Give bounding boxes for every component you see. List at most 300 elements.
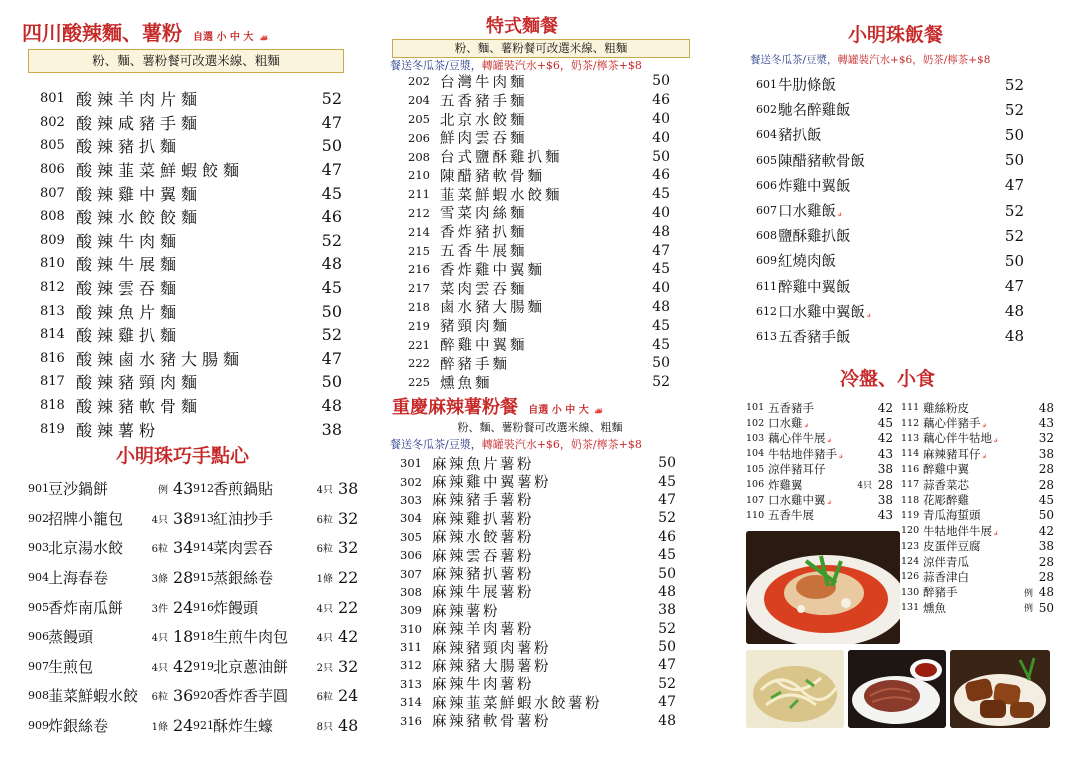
item-name <box>778 124 994 145</box>
item-code: 905 <box>28 600 49 614</box>
item-name <box>48 508 142 529</box>
menu-item <box>400 454 676 472</box>
menu-item <box>408 298 670 317</box>
item-name-text: 牛肋條飯 <box>778 78 836 95</box>
item-price: 38 <box>877 462 894 477</box>
item-name-text: 酸辣咸豬手麵 <box>76 113 203 133</box>
item-code: 919 <box>193 659 214 673</box>
item-code: 805 <box>40 138 65 154</box>
item-code: 301 <box>400 456 422 471</box>
item-name-text: 豬扒飯 <box>778 128 822 145</box>
item-code: 126 <box>901 571 920 583</box>
menu-item <box>408 316 670 335</box>
item-name-text: 麻辣雞扒薯粉 <box>432 511 534 528</box>
item-price: 28 <box>1038 554 1054 569</box>
item-code: 817 <box>40 374 65 390</box>
item-name <box>48 567 142 588</box>
item-name <box>768 431 872 446</box>
item-name <box>76 229 308 252</box>
item-name <box>432 583 646 601</box>
item-code: 813 <box>40 303 65 319</box>
item-name <box>432 601 646 619</box>
item-code: 816 <box>40 350 65 366</box>
item-price: 43 <box>173 479 193 499</box>
size-options: 自選 小 中 大 <box>192 32 254 43</box>
item-name <box>923 431 1033 446</box>
item-code: 609 <box>756 254 777 268</box>
item-price: 48 <box>658 712 676 729</box>
item-price: 50 <box>652 355 670 372</box>
menu-item <box>28 474 193 504</box>
food-photo-jellyfish <box>746 650 844 728</box>
item-code: 222 <box>408 356 430 371</box>
item-code: 120 <box>901 525 920 537</box>
item-price: 50 <box>658 565 676 582</box>
item-code: 105 <box>746 463 765 475</box>
menu-item <box>901 600 1054 615</box>
item-code: 107 <box>746 494 765 506</box>
item-price: 24 <box>173 597 193 617</box>
chili-flame-icon: 𝓈 <box>827 496 830 508</box>
item-price: 46 <box>652 92 670 109</box>
item-code: 312 <box>400 658 422 673</box>
section-title-sichuan-noodles <box>22 17 265 46</box>
item-code: 807 <box>40 185 65 201</box>
menu-item <box>28 622 193 652</box>
item-name-text: 酸辣牛展麵 <box>76 255 182 275</box>
item-name-text: 醉雞中翼麵 <box>440 338 528 354</box>
rice-list <box>756 72 1024 349</box>
section-title-dimsum: 小明珠巧手點心 <box>116 445 250 467</box>
item-name-text: 皮蛋伴豆腐 <box>923 539 981 554</box>
chili-flame-icon: 𝓈 <box>994 434 996 446</box>
item-name <box>778 301 994 322</box>
item-price: 50 <box>1004 251 1024 270</box>
item-code: 303 <box>400 492 422 507</box>
item-price: 46 <box>321 207 342 227</box>
menu-item <box>400 546 676 564</box>
noodle-swap-banner: 粉、麵、薯粉餐可改選米線、粗麵 <box>28 49 344 73</box>
item-price: 50 <box>321 301 342 321</box>
item-name <box>76 418 308 441</box>
item-code: 306 <box>400 548 422 563</box>
item-price: 46 <box>658 528 676 545</box>
menu-item <box>400 656 676 674</box>
item-unit: 3件 <box>151 603 168 615</box>
item-price: 45 <box>658 473 676 490</box>
menu-item <box>193 681 358 711</box>
item-name-text: 北京湯水餃 <box>48 539 124 558</box>
item-price: 45 <box>1038 493 1054 508</box>
menu-item <box>28 681 193 711</box>
item-code: 921 <box>193 719 214 733</box>
item-code: 130 <box>901 586 920 598</box>
item-name-text: 青瓜海蜇頭 <box>923 508 981 523</box>
item-name-text: 香炸雞中翼麵 <box>440 262 545 279</box>
menu-item <box>901 554 1054 569</box>
menu-item <box>901 462 1054 477</box>
menu-item <box>28 592 193 622</box>
item-price: 38 <box>173 508 193 528</box>
item-price: 22 <box>338 568 358 588</box>
item-code: 812 <box>40 280 65 296</box>
item-name <box>213 508 307 529</box>
item-name-text: 口水雞中翼 <box>768 493 826 508</box>
item-name-text: 台式鹽酥雞扒麵 <box>440 150 563 166</box>
chili-flame-icon: 𝓈 <box>838 208 840 220</box>
menu-item <box>400 583 676 601</box>
item-price: 50 <box>658 639 676 656</box>
menu-item <box>756 148 1024 173</box>
item-name <box>213 656 307 677</box>
item-price: 32 <box>338 656 358 676</box>
item-code: 218 <box>408 299 430 314</box>
dimsum-grid <box>28 474 358 740</box>
item-name <box>48 478 142 499</box>
item-code: 908 <box>28 689 49 703</box>
menu-item <box>901 446 1054 461</box>
item-code: 103 <box>746 432 765 444</box>
item-price: 47 <box>1004 277 1024 296</box>
item-name-text: 炸銀絲卷 <box>48 717 109 736</box>
item-name <box>923 569 1033 584</box>
drink-note-text: 餐送冬瓜茶/豆漿， <box>750 54 838 66</box>
chili-flame-icon: 𝓈 <box>839 449 841 461</box>
item-name <box>440 166 640 185</box>
item-code: 912 <box>193 482 214 496</box>
menu-item <box>408 128 670 147</box>
chili-flame-icon: 𝓈𝓈𝓈 <box>260 32 266 43</box>
item-name-text: 麻辣牛展薯粉 <box>432 585 534 602</box>
menu-item <box>408 110 670 129</box>
item-name <box>76 205 308 228</box>
item-code: 611 <box>756 279 777 293</box>
item-price: 50 <box>652 73 670 90</box>
item-price: 28 <box>1038 477 1054 492</box>
item-price: 47 <box>321 348 342 368</box>
menu-item <box>756 324 1024 349</box>
item-name-text: 麻辣雲吞薯粉 <box>432 548 534 565</box>
item-price: 50 <box>1038 508 1054 523</box>
item-price: 32 <box>338 538 358 558</box>
item-code: 118 <box>901 494 920 506</box>
item-name-text: 麻辣薯粉 <box>432 603 500 620</box>
item-name <box>48 597 142 618</box>
item-price: 34 <box>173 538 193 558</box>
item-code: 106 <box>746 479 765 491</box>
item-name-text: 陳醋豬軟骨麵 <box>440 168 545 185</box>
item-code: 808 <box>40 209 65 225</box>
item-name-text: 香炸南瓜餅 <box>48 598 124 617</box>
menu-item <box>408 147 670 166</box>
menu-item <box>746 462 893 477</box>
item-name <box>923 462 1033 477</box>
item-price: 24 <box>338 686 358 706</box>
noodle-swap-note: 粉、麵、薯粉餐可改選米線、粗麵 <box>457 421 623 434</box>
item-price: 24 <box>173 716 193 736</box>
item-name <box>432 693 646 711</box>
item-code: 311 <box>400 640 422 655</box>
menu-item <box>901 477 1054 492</box>
item-name <box>76 370 308 393</box>
item-price: 43 <box>877 508 894 523</box>
menu-item <box>756 97 1024 122</box>
item-price: 47 <box>658 694 676 711</box>
section-title-special-noodles: 特式麵餐 <box>486 16 558 37</box>
menu-item <box>193 652 358 682</box>
menu-item <box>408 279 670 298</box>
item-name-text: 香炸香芋圓 <box>213 687 289 706</box>
item-code: 111 <box>901 402 920 414</box>
item-price: 45 <box>652 317 670 334</box>
item-name <box>768 477 857 492</box>
item-name-text: 蒸銀絲卷 <box>213 569 274 588</box>
item-code: 607 <box>756 204 777 218</box>
item-name-text: 五香豬手麵 <box>440 93 528 110</box>
item-price: 47 <box>658 657 676 674</box>
item-code: 304 <box>400 511 422 526</box>
menu-item <box>756 72 1024 97</box>
item-name-text: 菜肉雲吞 <box>213 539 274 558</box>
chili-flame-icon: 𝓈 <box>867 308 869 320</box>
item-code: 606 <box>756 178 777 192</box>
item-code: 212 <box>408 205 430 220</box>
item-name <box>440 185 640 204</box>
item-price: 18 <box>173 627 193 647</box>
item-price: 42 <box>338 627 358 647</box>
item-name-text: 雪菜肉絲麵 <box>440 206 528 223</box>
item-price: 38 <box>338 479 358 499</box>
item-code: 806 <box>40 162 65 178</box>
menu-item <box>408 91 670 110</box>
item-name-text: 麻辣豬頸肉薯粉 <box>432 640 551 657</box>
menu-item <box>746 508 893 523</box>
menu-item <box>40 276 342 300</box>
item-price: 52 <box>658 675 676 692</box>
item-code: 602 <box>756 103 777 117</box>
item-name-text: 馳名醉雞飯 <box>778 103 851 120</box>
item-name-text: 口水雞 <box>768 416 803 431</box>
item-name-text: 韮菜鮮蝦水餃麵 <box>440 187 563 204</box>
snack-list-right <box>901 400 1054 615</box>
item-name-text: 麻辣魚片薯粉 <box>432 456 534 473</box>
item-price: 50 <box>321 372 342 392</box>
item-code: 802 <box>40 114 65 130</box>
item-name-text: 鮮肉雲吞麵 <box>440 131 528 148</box>
item-code: 114 <box>901 448 920 460</box>
item-price: 52 <box>321 325 342 345</box>
item-name <box>213 685 307 706</box>
item-code: 916 <box>193 600 214 614</box>
item-name <box>213 537 307 558</box>
item-price: 52 <box>1004 226 1024 245</box>
drink-note-text: 餐送冬瓜茶/豆漿， <box>390 59 482 72</box>
chili-flame-icon: 𝓈 <box>804 419 807 431</box>
item-price: 38 <box>658 602 676 619</box>
item-code: 809 <box>40 232 65 248</box>
item-name <box>48 656 142 677</box>
item-name-text: 鹵水豬大腸麵 <box>440 300 545 317</box>
item-code: 914 <box>193 541 214 555</box>
item-code: 904 <box>28 571 49 585</box>
menu-item <box>193 622 358 652</box>
item-name-text: 炸雞翼 <box>768 477 803 492</box>
item-name <box>923 446 1033 461</box>
item-name <box>48 626 142 647</box>
item-name-text: 五香豬手 <box>768 400 814 415</box>
item-name-text: 藕心伴豬手 <box>923 416 981 431</box>
item-code: 613 <box>756 329 777 343</box>
item-price: 52 <box>321 89 342 109</box>
item-name-text: 酸辣雲吞麵 <box>76 279 182 299</box>
item-price: 45 <box>652 186 670 203</box>
noodle-swap-banner: 粉、麵、薯粉餐可改選米線、粗麵 <box>392 39 690 58</box>
item-name-text: 雞絲粉皮 <box>923 400 970 415</box>
item-name <box>768 462 872 477</box>
item-code: 906 <box>28 630 49 644</box>
menu-item <box>756 198 1024 223</box>
item-unit: 4只 <box>316 633 333 645</box>
item-name-text: 酥炸生蠔 <box>213 717 274 736</box>
menu-item <box>901 539 1054 554</box>
item-name-text: 花彫醉雞 <box>923 493 970 508</box>
menu-item <box>746 431 893 446</box>
item-name-text: 蒜香菜芯 <box>923 477 970 492</box>
item-price: 47 <box>1004 176 1024 195</box>
item-code: 131 <box>901 602 920 614</box>
item-name <box>432 472 646 490</box>
item-unit: 例 <box>158 485 168 497</box>
item-name <box>768 446 872 461</box>
item-name <box>778 225 994 246</box>
menu-item <box>40 158 342 182</box>
menu-column-noodles <box>22 0 357 764</box>
menu-item <box>40 347 342 371</box>
item-price: 42 <box>877 400 894 415</box>
item-name <box>432 509 646 527</box>
menu-item <box>408 185 670 204</box>
item-code: 309 <box>400 603 422 618</box>
item-name-text: 麻辣豬扒薯粉 <box>432 567 534 583</box>
item-name-text: 藕心伴牛牯地 <box>923 431 993 446</box>
item-code: 225 <box>408 375 430 390</box>
item-code: 215 <box>408 243 430 258</box>
item-price: 47 <box>321 112 342 132</box>
item-name-text: 口水雞飯 <box>778 204 836 221</box>
item-unit: 4只 <box>151 662 168 674</box>
item-code: 202 <box>408 74 430 89</box>
item-code: 605 <box>756 153 777 167</box>
item-unit: 6粒 <box>316 692 333 704</box>
item-name <box>778 200 994 221</box>
item-name-text: 酸辣水餃餃麵 <box>76 208 203 228</box>
item-name-text: 蒸饅頭 <box>48 628 94 647</box>
item-name <box>213 626 307 647</box>
menu-item <box>40 370 342 394</box>
menu-item <box>40 87 342 111</box>
item-name-text: 麻辣雞中翼薯粉 <box>432 475 551 491</box>
item-code: 612 <box>756 304 777 318</box>
menu-item <box>400 693 676 711</box>
item-price: 32 <box>338 508 358 528</box>
item-name-text: 紅燒肉飯 <box>778 254 836 271</box>
item-price: 47 <box>658 491 676 508</box>
menu-item <box>901 508 1054 523</box>
item-code: 913 <box>193 511 214 525</box>
item-name <box>440 298 640 317</box>
menu-item <box>40 252 342 276</box>
item-name <box>48 685 142 706</box>
menu-item <box>756 299 1024 324</box>
item-code: 907 <box>28 659 49 673</box>
item-code: 206 <box>408 130 430 145</box>
menu-item <box>28 533 193 563</box>
item-name <box>432 454 646 472</box>
menu-item <box>400 491 676 509</box>
item-code: 205 <box>408 111 430 126</box>
menu-item <box>400 528 676 546</box>
item-price: 38 <box>877 493 894 508</box>
item-name-text: 上海春卷 <box>48 569 109 588</box>
item-code: 219 <box>408 318 430 333</box>
item-code: 819 <box>40 421 65 437</box>
item-code: 314 <box>400 695 422 710</box>
item-name-text: 酸辣牛肉麵 <box>76 231 182 251</box>
item-name-text: 紅油抄手 <box>213 509 274 528</box>
item-name <box>768 400 872 415</box>
item-price: 48 <box>321 254 342 274</box>
item-name <box>440 354 640 373</box>
item-name <box>923 415 1033 430</box>
item-unit: 1條 <box>316 574 333 586</box>
item-name-text: 陳醋豬軟骨飯 <box>778 153 865 170</box>
menu-item <box>408 204 670 223</box>
menu-item <box>408 222 670 241</box>
item-name-text: 豬頸肉麵 <box>440 319 510 336</box>
item-price: 42 <box>877 431 894 446</box>
menu-item <box>756 223 1024 248</box>
item-code: 909 <box>28 719 49 733</box>
item-code: 308 <box>400 584 422 599</box>
item-price: 32 <box>1038 431 1054 446</box>
item-code: 110 <box>746 509 765 521</box>
menu-item <box>400 564 676 582</box>
item-price: 28 <box>1038 462 1054 477</box>
item-price: 48 <box>652 298 670 315</box>
item-name-text: 五香牛展 <box>768 508 814 523</box>
chongqing-list <box>400 454 676 730</box>
item-code: 902 <box>28 511 49 525</box>
item-code: 316 <box>400 713 422 728</box>
menu-item <box>193 533 358 563</box>
item-code: 915 <box>193 571 214 585</box>
menu-item <box>400 638 676 656</box>
item-name-text: 招牌小籠包 <box>48 509 124 528</box>
item-name-text: 炸雞中翼飯 <box>778 178 851 195</box>
item-name <box>48 537 142 558</box>
menu-item <box>28 652 193 682</box>
item-name <box>440 72 640 91</box>
menu-item <box>408 241 670 260</box>
item-name <box>76 87 308 110</box>
item-price: 45 <box>321 183 342 203</box>
item-code: 116 <box>901 463 920 475</box>
item-name-text: 酸辣豬軟骨麵 <box>76 397 203 417</box>
menu-column-special-noodles <box>386 0 706 764</box>
item-code: 307 <box>400 566 422 581</box>
drink-note-upgrade: 轉罐裝汽水+$6，奶茶/檸茶+$8 <box>837 54 991 66</box>
item-unit: 6粒 <box>151 544 168 556</box>
